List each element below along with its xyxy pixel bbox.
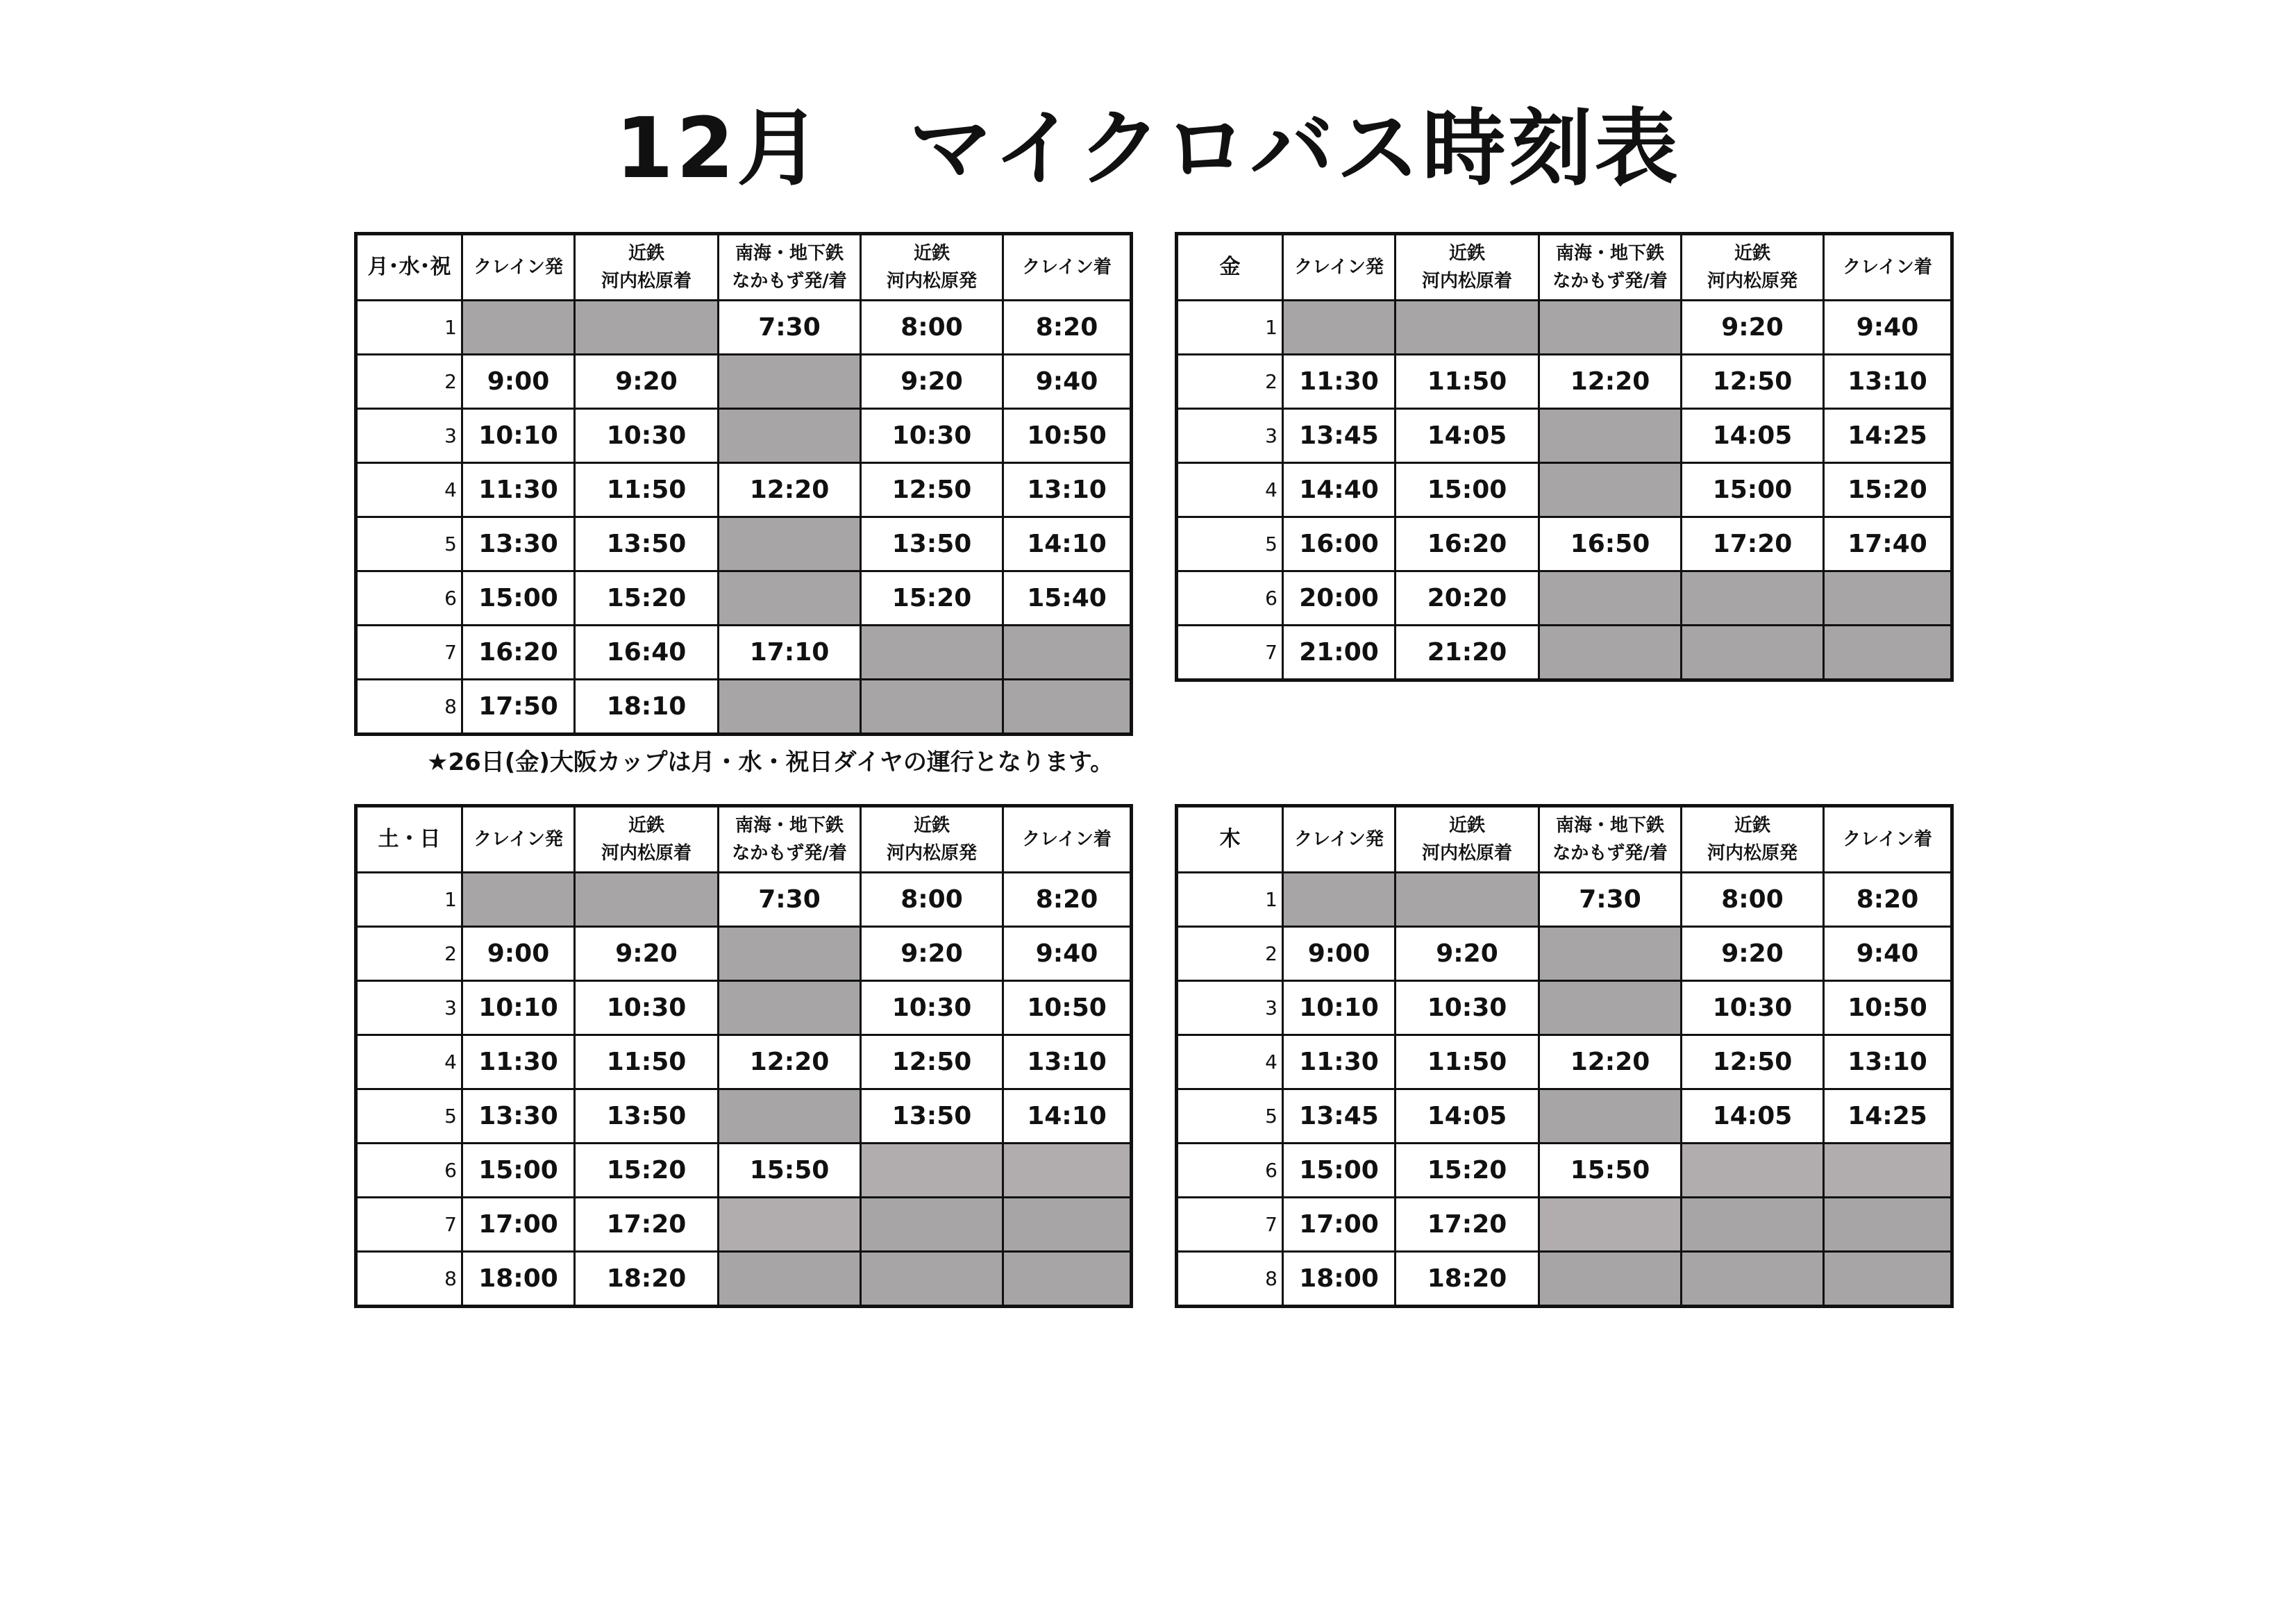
time-cell-kintetsu-kawachi-matsubara-depart: 8:00 xyxy=(1682,873,1824,927)
header-line: なかもず発/着 xyxy=(1552,271,1668,292)
timetable-thursday xyxy=(1175,804,1954,1308)
header-crane-depart xyxy=(1283,234,1396,301)
time-cell-kintetsu-kawachi-matsubara-arrive: 14:05 xyxy=(1396,1089,1539,1144)
table-row xyxy=(1177,927,1952,981)
time-cell-kintetsu-kawachi-matsubara-arrive: 18:20 xyxy=(575,1252,719,1307)
header-nankai-subway-nakamozu xyxy=(719,806,861,873)
time-cell-crane-depart: 17:00 xyxy=(1283,1198,1396,1252)
time-cell-kintetsu-kawachi-matsubara-arrive: 15:20 xyxy=(575,1144,719,1198)
time-cell-crane-depart xyxy=(1283,301,1396,355)
header-line: クレイン着 xyxy=(1022,829,1112,850)
time-cell-crane-depart: 10:10 xyxy=(462,409,575,463)
time-cell-nankai-subway-nakamozu: 12:20 xyxy=(1539,355,1682,409)
time-cell-crane-arrive: 10:50 xyxy=(1003,409,1132,463)
header-line: クレイン発 xyxy=(474,829,563,850)
time-cell-kintetsu-kawachi-matsubara-arrive: 13:50 xyxy=(575,1089,719,1144)
time-cell-nankai-subway-nakamozu xyxy=(1539,626,1682,680)
time-cell-kintetsu-kawachi-matsubara-depart: 12:50 xyxy=(861,1035,1003,1089)
time-cell-nankai-subway-nakamozu xyxy=(1539,571,1682,626)
header-kintetsu-kawachi-matsubara-depart xyxy=(861,234,1003,301)
time-cell-crane-arrive: 9:40 xyxy=(1824,927,1952,981)
header-kintetsu-kawachi-matsubara-arrive xyxy=(575,806,719,873)
header-crane-depart xyxy=(462,806,575,873)
table-row xyxy=(356,1144,1132,1198)
table-row xyxy=(356,626,1132,680)
time-cell-kintetsu-kawachi-matsubara-depart: 12:50 xyxy=(861,463,1003,517)
trip-number: 8 xyxy=(356,1252,462,1307)
time-cell-kintetsu-kawachi-matsubara-arrive xyxy=(575,301,719,355)
time-cell-kintetsu-kawachi-matsubara-depart: 9:20 xyxy=(861,355,1003,409)
time-cell-crane-arrive: 8:20 xyxy=(1003,873,1132,927)
time-cell-crane-arrive: 15:20 xyxy=(1824,463,1952,517)
time-cell-crane-depart: 13:30 xyxy=(462,517,575,571)
trip-number: 7 xyxy=(1177,1198,1283,1252)
header-crane-depart xyxy=(1283,806,1396,873)
trip-number: 4 xyxy=(356,463,462,517)
trip-number: 2 xyxy=(356,355,462,409)
time-cell-kintetsu-kawachi-matsubara-arrive: 16:20 xyxy=(1396,517,1539,571)
time-cell-nankai-subway-nakamozu: 7:30 xyxy=(719,873,861,927)
trip-number: 1 xyxy=(356,301,462,355)
time-cell-nankai-subway-nakamozu xyxy=(1539,463,1682,517)
friday-26-note: ★26日(金)大阪カップは月・水・祝日ダイヤの運行となります。 xyxy=(427,748,1114,776)
header-line: 河内松原着 xyxy=(601,271,692,292)
time-cell-kintetsu-kawachi-matsubara-arrive: 20:20 xyxy=(1396,571,1539,626)
time-cell-nankai-subway-nakamozu xyxy=(719,1252,861,1307)
time-cell-crane-arrive xyxy=(1003,1198,1132,1252)
header-line: 近鉄 xyxy=(1448,243,1485,264)
time-cell-crane-depart: 21:00 xyxy=(1283,626,1396,680)
time-cell-crane-depart: 9:00 xyxy=(1283,927,1396,981)
trip-number: 5 xyxy=(1177,1089,1283,1144)
time-cell-kintetsu-kawachi-matsubara-depart: 15:00 xyxy=(1682,463,1824,517)
time-cell-nankai-subway-nakamozu xyxy=(719,680,861,735)
time-cell-kintetsu-kawachi-matsubara-depart: 8:00 xyxy=(861,301,1003,355)
time-cell-kintetsu-kawachi-matsubara-depart xyxy=(861,626,1003,680)
header-line: 河内松原発 xyxy=(1707,843,1798,864)
header-line: なかもず発/着 xyxy=(732,843,847,864)
table-row xyxy=(1177,571,1952,626)
time-cell-nankai-subway-nakamozu xyxy=(719,1089,861,1144)
page-title: 12月 マイクロバス時刻表 xyxy=(615,101,1681,197)
time-cell-kintetsu-kawachi-matsubara-depart: 13:50 xyxy=(861,517,1003,571)
trip-number: 3 xyxy=(1177,409,1283,463)
time-cell-crane-depart: 13:45 xyxy=(1283,409,1396,463)
table-row xyxy=(356,680,1132,735)
time-cell-crane-arrive: 13:10 xyxy=(1003,1035,1132,1089)
time-cell-crane-arrive: 10:50 xyxy=(1003,981,1132,1035)
time-cell-nankai-subway-nakamozu xyxy=(719,517,861,571)
header-crane-arrive xyxy=(1003,234,1132,301)
time-cell-crane-depart: 15:00 xyxy=(462,1144,575,1198)
trip-number: 2 xyxy=(356,927,462,981)
table-row xyxy=(1177,301,1952,355)
time-cell-crane-depart: 11:30 xyxy=(462,463,575,517)
header-crane-arrive xyxy=(1824,234,1952,301)
time-cell-crane-arrive: 9:40 xyxy=(1824,301,1952,355)
header-line: 南海・地下鉄 xyxy=(735,243,844,264)
time-cell-crane-depart: 11:30 xyxy=(1283,1035,1396,1089)
time-cell-kintetsu-kawachi-matsubara-depart: 10:30 xyxy=(1682,981,1824,1035)
time-cell-kintetsu-kawachi-matsubara-depart: 12:50 xyxy=(1682,1035,1824,1089)
time-cell-crane-arrive xyxy=(1824,1198,1952,1252)
table-row xyxy=(1177,517,1952,571)
time-cell-crane-arrive xyxy=(1003,626,1132,680)
time-cell-kintetsu-kawachi-matsubara-arrive: 17:20 xyxy=(1396,1198,1539,1252)
time-cell-kintetsu-kawachi-matsubara-depart: 10:30 xyxy=(861,409,1003,463)
day-label: 金 xyxy=(1177,234,1283,301)
header-line: クレイン発 xyxy=(474,257,563,278)
table-row xyxy=(1177,1198,1952,1252)
time-cell-nankai-subway-nakamozu: 15:50 xyxy=(719,1144,861,1198)
timetable-sat-sun xyxy=(354,804,1133,1308)
time-cell-kintetsu-kawachi-matsubara-depart: 15:20 xyxy=(861,571,1003,626)
table-row xyxy=(1177,873,1952,927)
time-cell-kintetsu-kawachi-matsubara-arrive xyxy=(575,873,719,927)
time-cell-kintetsu-kawachi-matsubara-arrive: 21:20 xyxy=(1396,626,1539,680)
header-line: 河内松原発 xyxy=(886,843,977,864)
header-line: クレイン発 xyxy=(1294,829,1384,850)
timetable-mon-wed-holiday xyxy=(354,232,1133,736)
trip-number: 2 xyxy=(1177,355,1283,409)
table-row xyxy=(356,873,1132,927)
time-cell-crane-arrive: 8:20 xyxy=(1003,301,1132,355)
trip-number: 3 xyxy=(356,409,462,463)
trip-number: 8 xyxy=(356,680,462,735)
time-cell-nankai-subway-nakamozu: 15:50 xyxy=(1539,1144,1682,1198)
trip-number: 5 xyxy=(356,1089,462,1144)
header-line: 近鉄 xyxy=(1448,815,1485,836)
table-row xyxy=(356,1035,1132,1089)
header-line: 河内松原発 xyxy=(886,271,977,292)
time-cell-crane-depart: 10:10 xyxy=(462,981,575,1035)
table-row xyxy=(356,1252,1132,1307)
time-cell-nankai-subway-nakamozu: 17:10 xyxy=(719,626,861,680)
time-cell-crane-arrive: 13:10 xyxy=(1824,1035,1952,1089)
header-line: 南海・地下鉄 xyxy=(1555,243,1664,264)
trip-number: 1 xyxy=(356,873,462,927)
time-cell-crane-arrive: 14:10 xyxy=(1003,1089,1132,1144)
time-cell-crane-arrive xyxy=(1003,1144,1132,1198)
time-cell-kintetsu-kawachi-matsubara-arrive: 10:30 xyxy=(1396,981,1539,1035)
time-cell-crane-arrive xyxy=(1003,680,1132,735)
time-cell-nankai-subway-nakamozu: 12:20 xyxy=(719,463,861,517)
header-kintetsu-kawachi-matsubara-arrive xyxy=(575,234,719,301)
trip-number: 8 xyxy=(1177,1252,1283,1307)
time-cell-crane-arrive: 15:40 xyxy=(1003,571,1132,626)
trip-number: 4 xyxy=(1177,1035,1283,1089)
header-line: なかもず発/着 xyxy=(1552,843,1668,864)
header-line: 近鉄 xyxy=(1734,815,1770,836)
header-crane-depart xyxy=(462,234,575,301)
header-line: 河内松原着 xyxy=(1421,843,1512,864)
time-cell-kintetsu-kawachi-matsubara-depart: 9:20 xyxy=(1682,301,1824,355)
time-cell-kintetsu-kawachi-matsubara-arrive: 11:50 xyxy=(575,1035,719,1089)
trip-number: 7 xyxy=(356,626,462,680)
time-cell-crane-arrive: 8:20 xyxy=(1824,873,1952,927)
time-cell-nankai-subway-nakamozu: 7:30 xyxy=(719,301,861,355)
header-line: なかもず発/着 xyxy=(732,271,847,292)
header-crane-arrive xyxy=(1003,806,1132,873)
header-kintetsu-kawachi-matsubara-depart xyxy=(1682,234,1824,301)
time-cell-crane-depart: 13:30 xyxy=(462,1089,575,1144)
time-cell-kintetsu-kawachi-matsubara-depart: 9:20 xyxy=(1682,927,1824,981)
header-row xyxy=(356,234,1132,301)
time-cell-nankai-subway-nakamozu xyxy=(1539,1198,1682,1252)
header-kintetsu-kawachi-matsubara-arrive xyxy=(1396,234,1539,301)
time-cell-nankai-subway-nakamozu xyxy=(719,409,861,463)
time-cell-crane-depart: 16:00 xyxy=(1283,517,1396,571)
time-cell-kintetsu-kawachi-matsubara-arrive: 15:20 xyxy=(1396,1144,1539,1198)
time-cell-nankai-subway-nakamozu xyxy=(719,981,861,1035)
time-cell-nankai-subway-nakamozu xyxy=(1539,927,1682,981)
time-cell-crane-depart: 9:00 xyxy=(462,355,575,409)
header-nankai-subway-nakamozu xyxy=(719,234,861,301)
time-cell-nankai-subway-nakamozu: 12:20 xyxy=(719,1035,861,1089)
trip-number: 2 xyxy=(1177,927,1283,981)
trip-number: 6 xyxy=(356,571,462,626)
day-label: 月･水･祝 xyxy=(356,234,462,301)
time-cell-kintetsu-kawachi-matsubara-arrive: 9:20 xyxy=(575,355,719,409)
time-cell-crane-depart: 15:00 xyxy=(462,571,575,626)
time-cell-crane-depart: 18:00 xyxy=(1283,1252,1396,1307)
time-cell-kintetsu-kawachi-matsubara-arrive: 18:10 xyxy=(575,680,719,735)
table-row xyxy=(356,409,1132,463)
time-cell-crane-arrive xyxy=(1824,1144,1952,1198)
header-kintetsu-kawachi-matsubara-depart xyxy=(861,806,1003,873)
time-cell-crane-arrive: 17:40 xyxy=(1824,517,1952,571)
table-row xyxy=(1177,355,1952,409)
table-row xyxy=(356,517,1132,571)
time-cell-crane-depart: 20:00 xyxy=(1283,571,1396,626)
header-kintetsu-kawachi-matsubara-depart xyxy=(1682,806,1824,873)
trip-number: 4 xyxy=(356,1035,462,1089)
time-cell-kintetsu-kawachi-matsubara-depart xyxy=(861,1144,1003,1198)
table-row xyxy=(356,355,1132,409)
time-cell-crane-depart: 10:10 xyxy=(1283,981,1396,1035)
table-row xyxy=(356,927,1132,981)
time-cell-nankai-subway-nakamozu xyxy=(719,927,861,981)
time-cell-kintetsu-kawachi-matsubara-depart xyxy=(1682,1198,1824,1252)
header-nankai-subway-nakamozu xyxy=(1539,234,1682,301)
time-cell-nankai-subway-nakamozu xyxy=(1539,1252,1682,1307)
trip-number: 3 xyxy=(1177,981,1283,1035)
trip-number: 6 xyxy=(1177,1144,1283,1198)
header-line: 近鉄 xyxy=(913,243,950,264)
time-cell-crane-arrive: 10:50 xyxy=(1824,981,1952,1035)
time-cell-crane-arrive: 14:25 xyxy=(1824,1089,1952,1144)
time-cell-nankai-subway-nakamozu xyxy=(719,571,861,626)
header-line: クレイン着 xyxy=(1843,257,1932,278)
time-cell-kintetsu-kawachi-matsubara-depart: 10:30 xyxy=(861,981,1003,1035)
header-line: クレイン着 xyxy=(1022,257,1112,278)
time-cell-kintetsu-kawachi-matsubara-arrive: 11:50 xyxy=(575,463,719,517)
time-cell-crane-depart: 16:20 xyxy=(462,626,575,680)
time-cell-kintetsu-kawachi-matsubara-depart: 13:50 xyxy=(861,1089,1003,1144)
header-line: 河内松原発 xyxy=(1707,271,1798,292)
time-cell-kintetsu-kawachi-matsubara-arrive xyxy=(1396,873,1539,927)
time-cell-crane-depart xyxy=(462,873,575,927)
time-cell-kintetsu-kawachi-matsubara-depart: 14:05 xyxy=(1682,409,1824,463)
time-cell-crane-arrive xyxy=(1824,571,1952,626)
time-cell-kintetsu-kawachi-matsubara-arrive: 17:20 xyxy=(575,1198,719,1252)
header-line: 南海・地下鉄 xyxy=(1555,815,1664,836)
time-cell-nankai-subway-nakamozu xyxy=(1539,409,1682,463)
time-cell-kintetsu-kawachi-matsubara-depart: 17:20 xyxy=(1682,517,1824,571)
table-row xyxy=(356,301,1132,355)
time-cell-crane-arrive: 14:25 xyxy=(1824,409,1952,463)
table-row xyxy=(356,463,1132,517)
time-cell-crane-depart xyxy=(462,301,575,355)
table-row xyxy=(1177,1035,1952,1089)
time-cell-nankai-subway-nakamozu xyxy=(719,355,861,409)
time-cell-crane-depart: 11:30 xyxy=(1283,355,1396,409)
time-cell-kintetsu-kawachi-matsubara-depart xyxy=(1682,1252,1824,1307)
time-cell-kintetsu-kawachi-matsubara-arrive: 10:30 xyxy=(575,981,719,1035)
header-line: 河内松原着 xyxy=(1421,271,1512,292)
time-cell-kintetsu-kawachi-matsubara-arrive: 14:05 xyxy=(1396,409,1539,463)
table-row xyxy=(356,981,1132,1035)
trip-number: 3 xyxy=(356,981,462,1035)
table-row xyxy=(1177,409,1952,463)
trip-number: 4 xyxy=(1177,463,1283,517)
time-cell-crane-arrive: 9:40 xyxy=(1003,927,1132,981)
table-row xyxy=(1177,1144,1952,1198)
time-cell-crane-depart: 18:00 xyxy=(462,1252,575,1307)
time-cell-crane-depart: 14:40 xyxy=(1283,463,1396,517)
time-cell-crane-depart: 11:30 xyxy=(462,1035,575,1089)
time-cell-nankai-subway-nakamozu xyxy=(1539,301,1682,355)
trip-number: 5 xyxy=(1177,517,1283,571)
time-cell-nankai-subway-nakamozu: 16:50 xyxy=(1539,517,1682,571)
time-cell-crane-arrive: 13:10 xyxy=(1824,355,1952,409)
time-cell-kintetsu-kawachi-matsubara-arrive: 18:20 xyxy=(1396,1252,1539,1307)
time-cell-crane-depart: 15:00 xyxy=(1283,1144,1396,1198)
table-row xyxy=(356,571,1132,626)
time-cell-nankai-subway-nakamozu xyxy=(1539,1089,1682,1144)
trip-number: 1 xyxy=(1177,873,1283,927)
time-cell-kintetsu-kawachi-matsubara-arrive: 16:40 xyxy=(575,626,719,680)
time-cell-kintetsu-kawachi-matsubara-depart xyxy=(861,680,1003,735)
time-cell-crane-arrive xyxy=(1003,1252,1132,1307)
table-row xyxy=(1177,981,1952,1035)
header-line: 近鉄 xyxy=(913,815,950,836)
header-nankai-subway-nakamozu xyxy=(1539,806,1682,873)
time-cell-kintetsu-kawachi-matsubara-depart xyxy=(1682,571,1824,626)
time-cell-crane-arrive xyxy=(1824,626,1952,680)
header-row xyxy=(1177,234,1952,301)
time-cell-kintetsu-kawachi-matsubara-arrive: 11:50 xyxy=(1396,1035,1539,1089)
time-cell-kintetsu-kawachi-matsubara-depart: 8:00 xyxy=(861,873,1003,927)
table-row xyxy=(1177,1089,1952,1144)
time-cell-nankai-subway-nakamozu: 12:20 xyxy=(1539,1035,1682,1089)
table-row xyxy=(1177,463,1952,517)
trip-number: 1 xyxy=(1177,301,1283,355)
time-cell-crane-depart: 13:45 xyxy=(1283,1089,1396,1144)
timetable-friday xyxy=(1175,232,1954,682)
header-row xyxy=(1177,806,1952,873)
time-cell-crane-depart xyxy=(1283,873,1396,927)
time-cell-crane-arrive: 14:10 xyxy=(1003,517,1132,571)
header-line: 河内松原着 xyxy=(601,843,692,864)
table-row xyxy=(356,1089,1132,1144)
day-label: 土・日 xyxy=(356,806,462,873)
trip-number: 7 xyxy=(356,1198,462,1252)
time-cell-crane-arrive: 13:10 xyxy=(1003,463,1132,517)
time-cell-crane-depart: 17:00 xyxy=(462,1198,575,1252)
time-cell-kintetsu-kawachi-matsubara-depart xyxy=(1682,626,1824,680)
time-cell-kintetsu-kawachi-matsubara-arrive: 9:20 xyxy=(1396,927,1539,981)
time-cell-kintetsu-kawachi-matsubara-arrive: 11:50 xyxy=(1396,355,1539,409)
time-cell-kintetsu-kawachi-matsubara-depart: 12:50 xyxy=(1682,355,1824,409)
time-cell-kintetsu-kawachi-matsubara-depart xyxy=(861,1252,1003,1307)
time-cell-kintetsu-kawachi-matsubara-depart xyxy=(861,1198,1003,1252)
table-row xyxy=(356,1198,1132,1252)
header-line: 近鉄 xyxy=(1734,243,1770,264)
header-line: 近鉄 xyxy=(628,815,664,836)
time-cell-kintetsu-kawachi-matsubara-arrive: 9:20 xyxy=(575,927,719,981)
header-line: 南海・地下鉄 xyxy=(735,815,844,836)
time-cell-crane-arrive: 9:40 xyxy=(1003,355,1132,409)
trip-number: 6 xyxy=(1177,571,1283,626)
time-cell-crane-depart: 9:00 xyxy=(462,927,575,981)
time-cell-crane-arrive xyxy=(1824,1252,1952,1307)
header-crane-arrive xyxy=(1824,806,1952,873)
time-cell-nankai-subway-nakamozu xyxy=(1539,981,1682,1035)
time-cell-crane-depart: 17:50 xyxy=(462,680,575,735)
table-row xyxy=(1177,1252,1952,1307)
time-cell-nankai-subway-nakamozu: 7:30 xyxy=(1539,873,1682,927)
header-row xyxy=(356,806,1132,873)
time-cell-kintetsu-kawachi-matsubara-depart: 9:20 xyxy=(861,927,1003,981)
header-line: クレイン発 xyxy=(1294,257,1384,278)
header-line: クレイン着 xyxy=(1843,829,1932,850)
table-row xyxy=(1177,626,1952,680)
time-cell-kintetsu-kawachi-matsubara-arrive: 10:30 xyxy=(575,409,719,463)
time-cell-kintetsu-kawachi-matsubara-arrive: 15:20 xyxy=(575,571,719,626)
trip-number: 6 xyxy=(356,1144,462,1198)
time-cell-kintetsu-kawachi-matsubara-depart xyxy=(1682,1144,1824,1198)
time-cell-kintetsu-kawachi-matsubara-arrive: 13:50 xyxy=(575,517,719,571)
time-cell-kintetsu-kawachi-matsubara-arrive: 15:00 xyxy=(1396,463,1539,517)
trip-number: 7 xyxy=(1177,626,1283,680)
header-line: 近鉄 xyxy=(628,243,664,264)
day-label: 木 xyxy=(1177,806,1283,873)
trip-number: 5 xyxy=(356,517,462,571)
time-cell-nankai-subway-nakamozu xyxy=(719,1198,861,1252)
time-cell-kintetsu-kawachi-matsubara-depart: 14:05 xyxy=(1682,1089,1824,1144)
time-cell-kintetsu-kawachi-matsubara-arrive xyxy=(1396,301,1539,355)
header-kintetsu-kawachi-matsubara-arrive xyxy=(1396,806,1539,873)
